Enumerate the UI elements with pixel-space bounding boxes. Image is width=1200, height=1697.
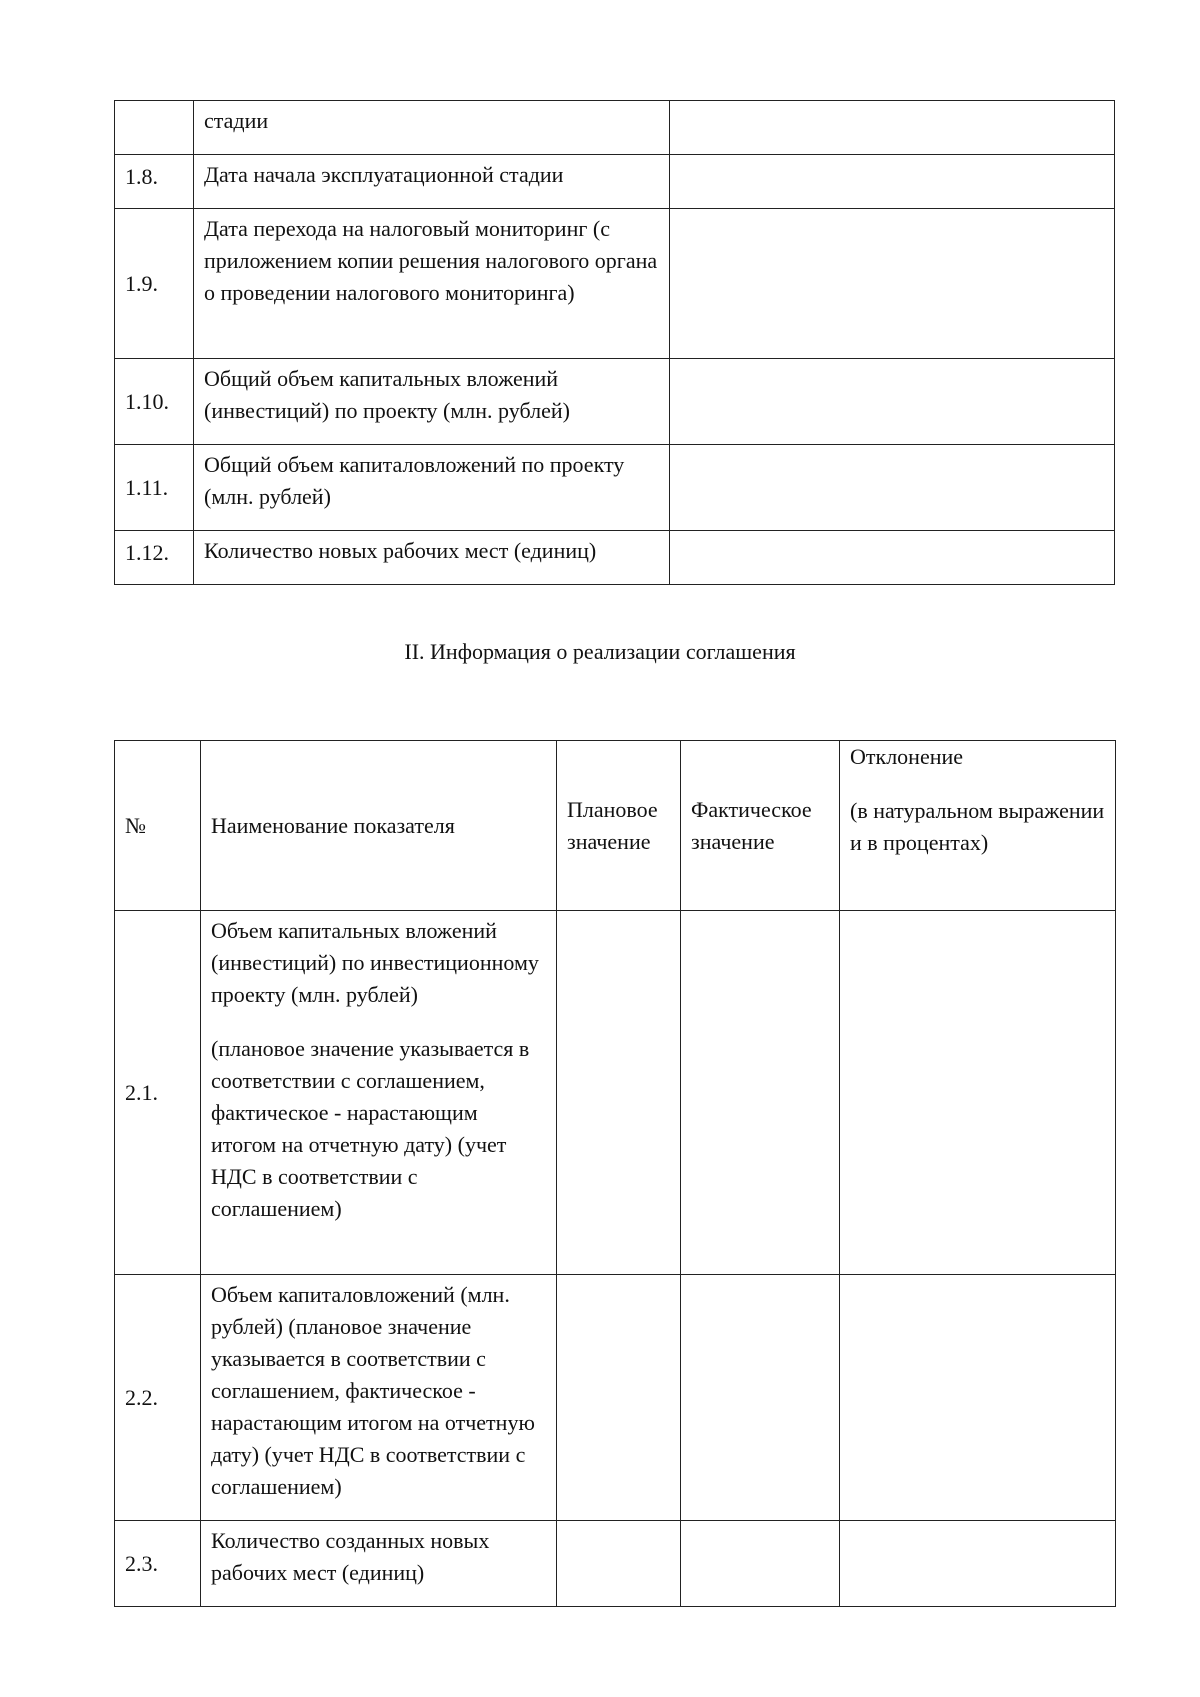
row-label-cell xyxy=(194,359,670,445)
plan-value-cell[interactable] xyxy=(557,911,681,1275)
table-row xyxy=(115,359,1115,445)
row-number: 2.1. xyxy=(115,911,201,1275)
row-number: 1.8. xyxy=(115,155,194,209)
row-label-cell xyxy=(194,445,670,531)
row-note: (плановое значение указывается в соответствии с соглашением, фактическое - нарастающим итогом на отчетную дату) (учет НДС в соответствии с соглашением) xyxy=(211,1036,530,1221)
row-label-cell xyxy=(194,101,670,155)
value-cell[interactable] xyxy=(670,155,1115,209)
table-row xyxy=(115,1275,1116,1521)
value-cell[interactable] xyxy=(670,531,1115,585)
plan-value-cell[interactable] xyxy=(557,1521,681,1607)
table-row xyxy=(115,155,1115,209)
value-cell[interactable] xyxy=(670,445,1115,531)
deviation-value-cell[interactable] xyxy=(840,911,1116,1275)
row-number: 1.9. xyxy=(115,209,194,359)
header-name-cell xyxy=(201,741,557,911)
header-plan-cell xyxy=(557,741,681,911)
row-label: Общий объем капиталовложений по проекту (млн. рублей) xyxy=(204,452,625,509)
table-header-row xyxy=(115,741,1116,911)
header-name: Наименование показателя xyxy=(211,812,455,838)
row-number: 1.12. xyxy=(115,531,194,585)
table-row xyxy=(115,531,1115,585)
value-cell[interactable] xyxy=(670,209,1115,359)
fact-value-cell[interactable] xyxy=(681,1275,840,1521)
header-plan: Плановое значение xyxy=(567,796,658,854)
row-number xyxy=(115,101,194,155)
row-label: Дата начала эксплуатационной стадии xyxy=(204,162,564,187)
row-label: Объем капиталовложений (млн. рублей) (плановое значение указывается в соответствии с соглашением, фактическое - нарастающим итогом на отчетную дату) (учет НДС в соответствии с соглашением) xyxy=(211,1282,535,1499)
header-deviation-note: (в натуральном выражении и в процентах) xyxy=(850,798,1105,855)
row-label: стадии xyxy=(204,108,269,133)
section-title: II. Информация о реализации соглашения xyxy=(404,639,796,664)
fact-value-cell[interactable] xyxy=(681,1521,840,1607)
value-cell[interactable] xyxy=(670,101,1115,155)
header-fact: Фактическое значение xyxy=(691,796,812,854)
table-row xyxy=(115,445,1115,531)
row-label: Общий объем капитальных вложений (инвестиций) по проекту (млн. рублей) xyxy=(204,366,570,423)
row-number: 1.11. xyxy=(115,445,194,531)
table-row xyxy=(115,911,1116,1275)
row-label-cell xyxy=(201,911,557,1275)
deviation-value-cell[interactable] xyxy=(840,1521,1116,1607)
header-deviation-cell xyxy=(840,741,1116,911)
deviation-value-cell[interactable] xyxy=(840,1275,1116,1521)
row-label-cell xyxy=(194,209,670,359)
header-deviation: Отклонение xyxy=(850,744,964,769)
table-agreement-implementation xyxy=(114,740,1116,1607)
table-row xyxy=(115,1521,1116,1607)
row-number: 2.3. xyxy=(115,1521,201,1607)
header-num: № xyxy=(125,812,146,838)
table-row xyxy=(115,101,1115,155)
row-label-cell xyxy=(194,531,670,585)
row-label: Количество созданных новых рабочих мест (единиц) xyxy=(211,1528,490,1585)
fact-value-cell[interactable] xyxy=(681,911,840,1275)
row-number: 2.2. xyxy=(115,1275,201,1521)
table-row xyxy=(115,209,1115,359)
row-label: Дата перехода на налоговый мониторинг (с приложением копии решения налогового органа о проведении налогового мониторинга) xyxy=(204,216,658,305)
header-num-cell xyxy=(115,741,201,911)
row-number: 1.10. xyxy=(115,359,194,445)
row-label-cell xyxy=(201,1275,557,1521)
row-label: Количество новых рабочих мест (единиц) xyxy=(204,538,597,563)
table-project-info xyxy=(114,100,1115,585)
plan-value-cell[interactable] xyxy=(557,1275,681,1521)
row-label-cell xyxy=(201,1521,557,1607)
value-cell[interactable] xyxy=(670,359,1115,445)
row-label-cell xyxy=(194,155,670,209)
header-fact-cell xyxy=(681,741,840,911)
row-label: Объем капитальных вложений (инвестиций) по инвестиционному проекту (млн. рублей) xyxy=(211,918,539,1007)
